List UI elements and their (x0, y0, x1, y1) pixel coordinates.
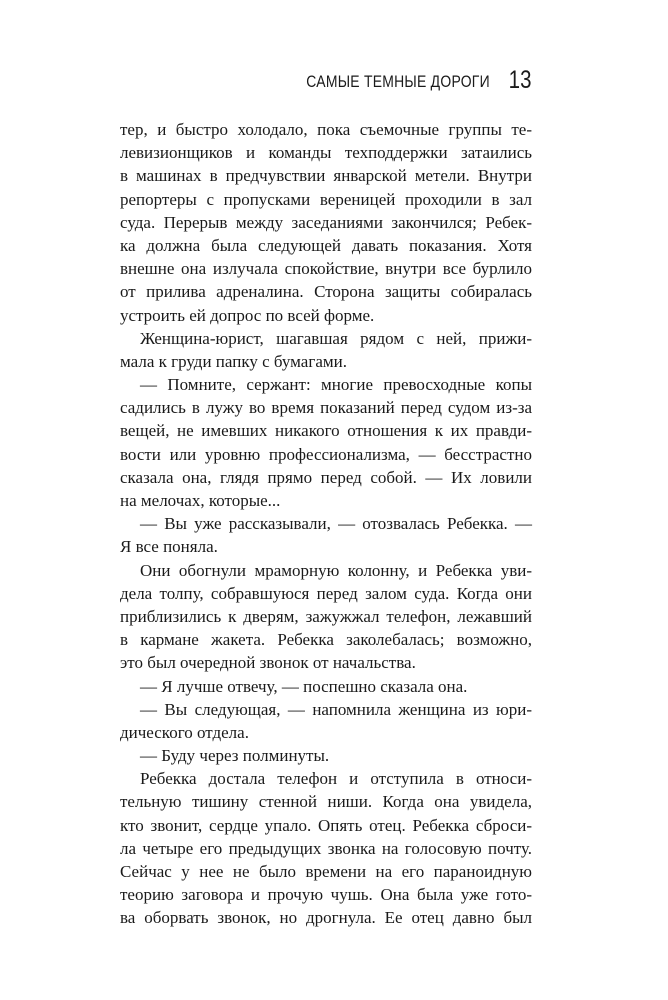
text-line: — Я лучше отвечу, — поспешно сказала она. (140, 676, 468, 696)
text-line: от прилива адреналина. Сторона защиты собиралась (120, 282, 532, 302)
text-line: Я все поняла. (120, 537, 218, 557)
body-text (120, 118, 532, 930)
running-head-title: САМЫЕ ТЕМНЫЕ ДОРОГИ (306, 72, 490, 91)
text-line: приблизились к дверям, зажужжал телефон, лежавший (120, 606, 532, 626)
text-line: — Буду через полминуты. (140, 746, 330, 766)
text-line: дического отдела. (120, 722, 249, 742)
text-line: — Помните, сержант: многие превосходные копы (140, 375, 532, 395)
text-line: Сейчас у нее не было времени на его параноидную (120, 862, 532, 881)
text-line: дела толпу, собравшуюся перед залом суда. Когда они (120, 583, 532, 603)
text-line: репортеры с пропусками вереницей проходили в зал (120, 189, 532, 209)
text-line: Женщина-юрист, шагавшая рядом с ней, прижи- (140, 328, 532, 348)
text-line: — Вы следующая, — напомнила женщина из юри- (140, 699, 532, 719)
text-line: — Вы уже рассказывали, — отозвалась Ребекка. — (140, 514, 532, 534)
text-line: кто звонит, сердце упало. Опять отец. Ребекка сброси- (120, 815, 532, 835)
text-line: устроить ей допрос по всей форме. (120, 305, 375, 325)
text-line: теорию заговора и прочую чушь. Она была уже гото- (120, 885, 532, 905)
text-line: суда. Перерыв между заседаниями закончился; Ребек- (120, 212, 532, 232)
text-line: тельную тишину стенной ниши. Когда она увидела, (120, 792, 532, 812)
text-line: вещей, не имевших никакого отношения к их правди- (120, 421, 532, 441)
text-line: ва оборвать звонок, но дрогнула. Ее отец давно был (120, 908, 532, 928)
text-line: в машинах в предчувствии январской метели. Внутри (120, 166, 532, 186)
text-line: Они обогнули мраморную колонну, и Ребекка уви- (140, 560, 532, 580)
text-line: тер, и быстро холодало, пока съемочные группы те- (120, 120, 532, 139)
text-line: левизионщиков и команды техподдержки затаились (120, 143, 532, 163)
text-line: на мелочах, которые... (120, 491, 281, 510)
text-line: сказала она, глядя прямо перед собой. — Их ловили (120, 467, 532, 487)
text-line: садились в лужу во время показаний перед судом из-за (120, 398, 532, 418)
text-line: в кармане жакета. Ребекка заколебалась; возможно, (120, 630, 532, 650)
running-head-container (266, 72, 490, 92)
text-line: мала к груди папку с бумагами. (120, 351, 347, 371)
text-line: ка должна была следующей давать показания. Хотя (120, 235, 532, 255)
text-line: внешне она излучала спокойствие, внутри все бурлило (120, 259, 532, 279)
text-line: это был очередной звонок от начальства. (120, 653, 416, 673)
text-line: вости или уровню профессионализма, — бесстрастно (120, 444, 532, 464)
page-number: 13 (508, 66, 532, 94)
text-line: Ребекка достала телефон и отступила в относи- (140, 769, 532, 789)
text-line: ла четыре его предыдущих звонка на голосовую почту. (120, 838, 532, 858)
